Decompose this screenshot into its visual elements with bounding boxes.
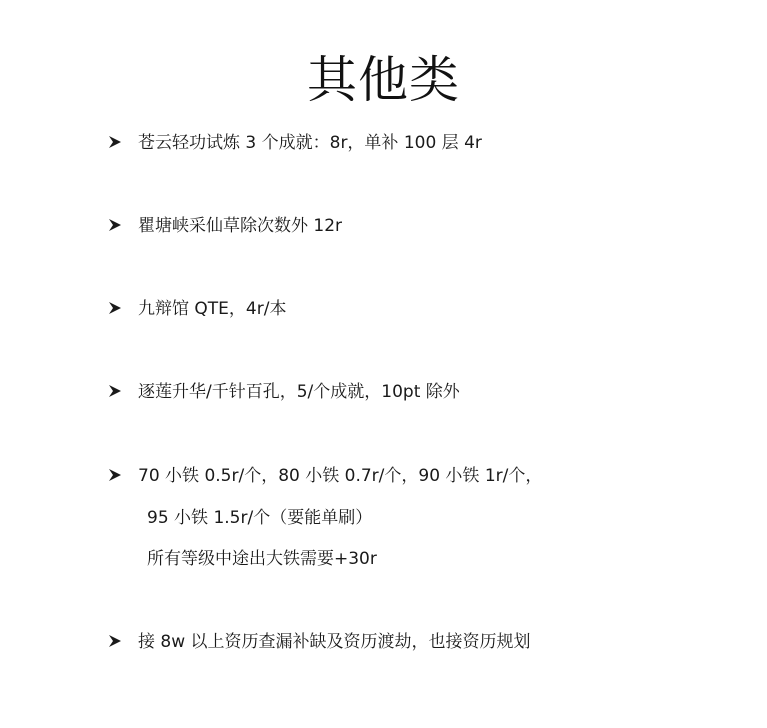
list-item-continuation: 95 小铁 1.5r/个（要能单刷） [147,508,373,528]
page-title: 其他类 [307,51,460,109]
arrow-bullet-icon [108,298,122,318]
list-item-text: 逐莲升华/千针百孔，5/个成就，10pt 除外 [138,382,460,402]
list-item-text: 70 小铁 0.5r/个，80 小铁 0.7r/个，90 小铁 1r/个， [138,466,543,486]
arrow-bullet-icon [108,381,122,401]
list-item-text: 苍云轻功试炼 3 个成就：8r，单补 100 层 4r [138,133,482,153]
arrow-bullet-icon [108,215,122,235]
list-item-continuation: 所有等级中途出大铁需要+30r [147,549,377,569]
list-item-text: 九辩馆 QTE，4r/本 [138,299,287,319]
arrow-bullet-icon [108,132,122,152]
list-item-text: 瞿塘峡采仙草除次数外 12r [138,216,343,236]
arrow-bullet-icon [108,631,122,651]
arrow-bullet-icon [108,465,122,485]
list-item-text: 接 8w 以上资历查漏补缺及资历渡劫，也接资历规划 [138,632,531,652]
